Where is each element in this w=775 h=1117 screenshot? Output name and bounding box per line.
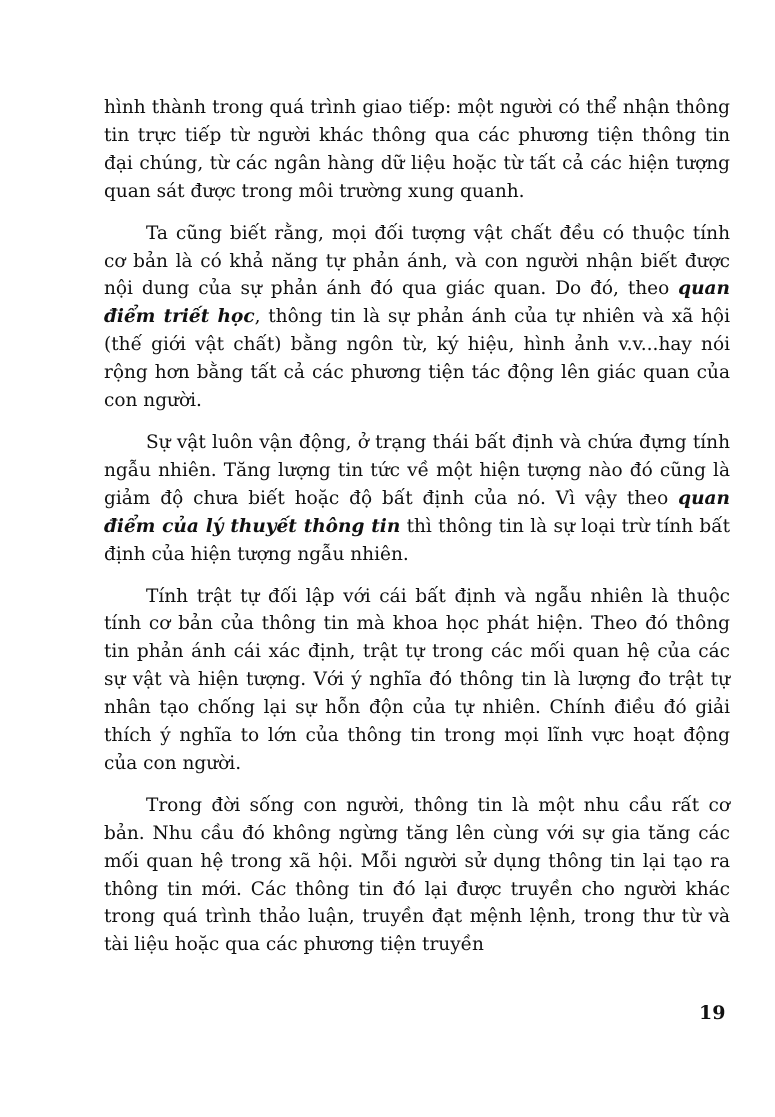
paragraph-4-text: Tính trật tự đối lập với cái bất định và ngẫu nhiên là thuộc tính cơ bản của thông tin mà khoa học phát hiện. Theo đó thông tin phản ánh cái xác định, trật tự trong các mối quan hệ của các sự vật và hiện tượng. Với ý nghĩa đó thông tin là lượng đo trật tự nhân tạo chống lại sự hỗn độn của tự nhiên. Chính điều đó giải thích ý nghĩa to lớn của thông tin trong mọi lĩnh vực hoạt động của con người. [104, 585, 730, 774]
paragraph-2-text-b: , thông tin là sự phản ánh của tự nhiên và xã hội (thế giới vật chất) bằng ngôn từ, ký hiệu, hình ảnh v.v...hay nói rộng hơn bằng tất cả các phương tiện tác động lên giác quan của con người. [104, 306, 730, 412]
paragraph-1-text: hình thành trong quá trình giao tiếp: một người có thể nhận thông tin trực tiếp từ người khác thông qua các phương tiện thông tin đại chúng, từ các ngân hàng dữ liệu hoặc từ tất cả các hiện tượng quan sát được trong môi trường xung quanh. [104, 97, 730, 202]
paragraph-2-emphasis: quan điểm triết học [104, 278, 730, 328]
paragraph-2 [104, 220, 730, 415]
paragraph-4 [104, 583, 730, 778]
paragraph-3 [104, 429, 730, 569]
paragraph-2-text-a: Ta cũng biết rằng, mọi đối tượng vật chất đều có thuộc tính cơ bản là có khả năng tự phản ánh, và con người nhận biết được nội dung của sự phản ánh đó qua giác quan. Do đó, theo [104, 222, 730, 300]
paragraph-1 [104, 94, 730, 206]
paragraph-5-text: Trong đời sống con người, thông tin là một nhu cầu rất cơ bản. Nhu cầu đó không ngừng tăng lên cùng với sự gia tăng các mối quan hệ trong xã hội. Mỗi người sử dụng thông tin lại tạo ra thông tin mới. Các thông tin đó lại được truyền cho người khác trong quá trình thảo luận, truyền đạt mệnh lệnh, trong thư từ và tài liệu hoặc qua các phương tiện truyền [104, 794, 730, 956]
paragraph-3-text-a: Sự vật luôn vận động, ở trạng thái bất định và chứa đựng tính ngẫu nhiên. Tăng lượng tin tức về một hiện tượng nào đó cũng là giảm độ chưa biết hoặc độ bất định của nó. Vì vậy theo [104, 431, 730, 509]
page-body [104, 94, 730, 973]
paragraph-5 [104, 792, 730, 959]
page-number: 19 [699, 1002, 726, 1024]
paragraph-3-emphasis: quan điểm của lý thuyết thông tin [104, 487, 730, 537]
paragraph-3-text-b: thì thông tin là sự loại trừ tính bất định của hiện tượng ngẫu nhiên. [104, 515, 731, 565]
